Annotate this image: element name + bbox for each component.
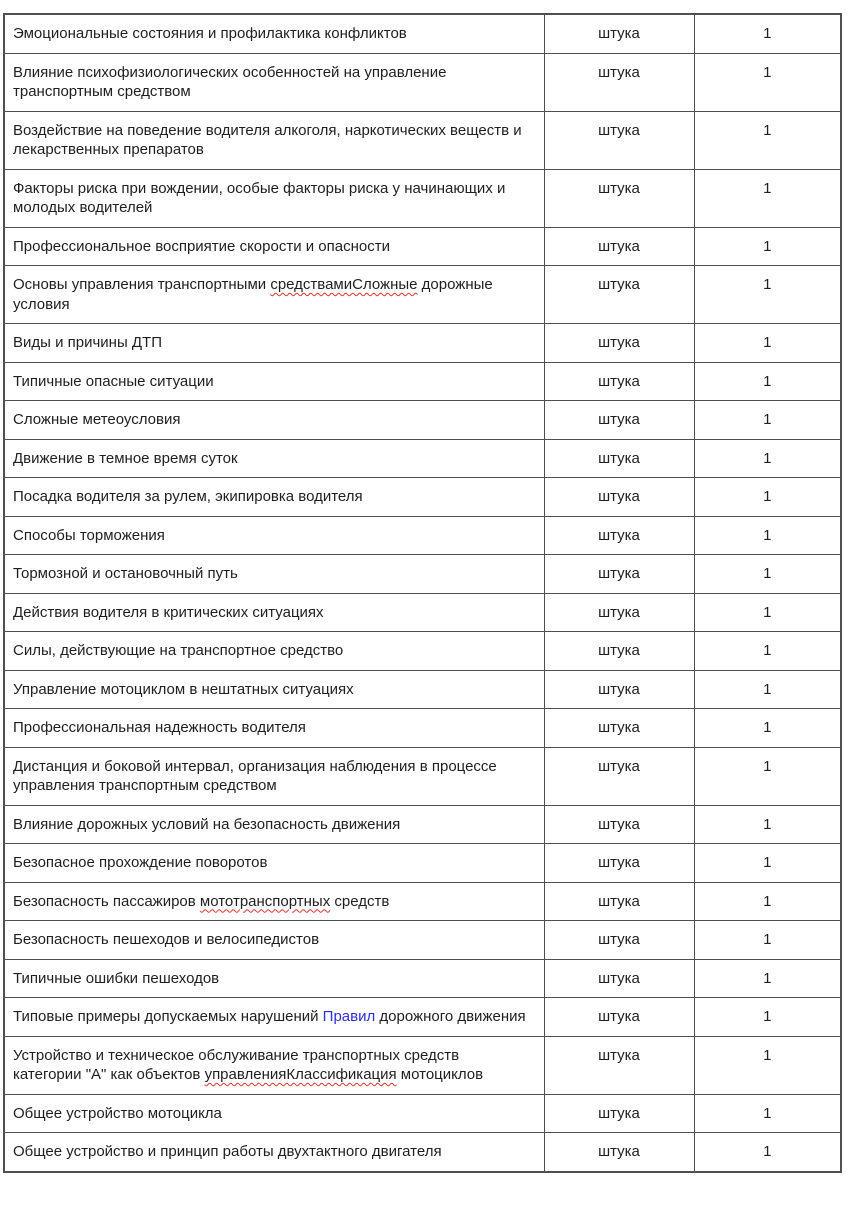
table-row (4, 439, 841, 478)
unit-cell: штука (544, 266, 694, 324)
topic-cell (4, 670, 544, 709)
table-row (4, 555, 841, 594)
table-row (4, 593, 841, 632)
unit-cell: штука (544, 998, 694, 1037)
topics-table (3, 13, 842, 1173)
topic-cell (4, 805, 544, 844)
topic-text: Воздействие на поведение водителя алкоголя, наркотических веществ и лекарственных препаратов (13, 121, 522, 158)
unit-cell: штука (544, 959, 694, 998)
quantity-cell: 1 (694, 227, 841, 266)
topic-text: Типовые примеры допускаемых нарушений (13, 1008, 323, 1025)
quantity-cell: 1 (694, 53, 841, 111)
topic-cell (4, 266, 544, 324)
unit-cell: штука (544, 227, 694, 266)
quantity-cell: 1 (694, 362, 841, 401)
topic-text: Влияние дорожных условий на безопасность движения (13, 815, 401, 833)
topic-cell (4, 709, 544, 748)
table-row (4, 882, 841, 921)
topic-cell (4, 1036, 544, 1094)
quantity-cell: 1 (694, 921, 841, 960)
unit-cell: штука (544, 401, 694, 440)
topic-text: Факторы риска при вождении, особые факторы риска у начинающих и молодых водителей (13, 179, 506, 216)
unit-cell: штука (544, 362, 694, 401)
quantity-cell: 1 (694, 1133, 841, 1172)
topic-cell (4, 959, 544, 998)
unit-cell: штука (544, 632, 694, 671)
unit-cell: штука (544, 844, 694, 883)
hyperlink-text[interactable]: Правил (322, 1008, 376, 1025)
table-row (4, 747, 841, 805)
table-row (4, 1133, 841, 1172)
topic-text: Общее устройство и принцип работы двухтактного двигателя (13, 1143, 442, 1160)
table-row (4, 227, 841, 266)
topic-text: Типичные ошибки пешеходов (13, 969, 220, 987)
topic-text: Безопасность пассажиров (13, 892, 200, 910)
topic-cell (4, 439, 544, 478)
topic-cell (4, 53, 544, 111)
unit-cell: штука (544, 169, 694, 227)
quantity-cell: 1 (694, 1094, 841, 1133)
table-row (4, 1094, 841, 1133)
table-row (4, 959, 841, 998)
table-row (4, 14, 841, 53)
table-row (4, 632, 841, 671)
quantity-cell: 1 (694, 1036, 841, 1094)
unit-cell: штука (544, 670, 694, 709)
unit-cell: штука (544, 439, 694, 478)
topic-text: дорожного движения (375, 1008, 526, 1025)
topic-cell (4, 555, 544, 594)
topic-cell (4, 747, 544, 805)
table-row (4, 709, 841, 748)
quantity-cell: 1 (694, 401, 841, 440)
unit-cell: штука (544, 324, 694, 363)
topic-text: Профессиональное восприятие скорости и опасности (13, 237, 390, 255)
topic-cell (4, 362, 544, 401)
topic-cell (4, 632, 544, 671)
topic-text: Устройство и техническое обслуживание транспортных средств категории "А" как объектов (13, 1046, 460, 1083)
topic-text: Основы управления транспортными (13, 276, 271, 293)
quantity-cell: 1 (694, 670, 841, 709)
unit-cell: штука (544, 805, 694, 844)
unit-cell: штука (544, 1094, 694, 1133)
table-row (4, 266, 841, 324)
table-row (4, 401, 841, 440)
quantity-cell: 1 (694, 959, 841, 998)
topic-text: средств (330, 892, 390, 910)
topic-cell (4, 1133, 544, 1172)
unit-cell: штука (544, 478, 694, 517)
misspelled-word: средствамиСложные (270, 276, 418, 293)
topic-text: мотоциклов (396, 1066, 484, 1083)
unit-cell: штука (544, 1036, 694, 1094)
table-row (4, 1036, 841, 1094)
quantity-cell: 1 (694, 844, 841, 883)
topic-text: Влияние психофизиологических особенностей на управление транспортным средством (13, 63, 447, 100)
topic-text: дорожные условия (13, 276, 493, 313)
quantity-cell: 1 (694, 439, 841, 478)
topic-text: Движение в темное время суток (13, 449, 238, 467)
table-row (4, 362, 841, 401)
unit-cell: штука (544, 555, 694, 594)
topic-text: Управление мотоциклом в нештатных ситуациях (13, 680, 354, 698)
topic-cell (4, 844, 544, 883)
topic-cell (4, 227, 544, 266)
topic-cell (4, 1094, 544, 1133)
topic-cell (4, 111, 544, 169)
topic-text: Эмоциональные состояния и профилактика конфликтов (13, 25, 407, 42)
table-row (4, 516, 841, 555)
topic-text: Тормозной и остановочный путь (13, 565, 238, 582)
topic-text: Безопасное прохождение поворотов (13, 854, 268, 871)
topic-cell (4, 593, 544, 632)
unit-cell: штука (544, 1133, 694, 1172)
topic-cell (4, 478, 544, 517)
topic-text: Профессиональная надежность водителя (13, 719, 306, 736)
quantity-cell: 1 (694, 632, 841, 671)
table-row (4, 53, 841, 111)
topic-text: Безопасность пешеходов и велосипедистов (13, 931, 320, 948)
misspelled-word: управленияКлассификация (204, 1066, 397, 1083)
table-row (4, 921, 841, 960)
quantity-cell: 1 (694, 324, 841, 363)
topic-text: Способы торможения (13, 526, 165, 544)
quantity-cell: 1 (694, 266, 841, 324)
quantity-cell: 1 (694, 805, 841, 844)
topic-text: Виды и причины ДТП (13, 334, 163, 351)
misspelled-word: мототранспортных (199, 892, 331, 910)
unit-cell: штука (544, 882, 694, 921)
quantity-cell: 1 (694, 169, 841, 227)
unit-cell: штука (544, 593, 694, 632)
quantity-cell: 1 (694, 478, 841, 517)
table-row (4, 324, 841, 363)
unit-cell: штука (544, 14, 694, 53)
topic-text: Посадка водителя за рулем, экипировка водителя (13, 488, 363, 505)
unit-cell: штука (544, 53, 694, 111)
topic-cell (4, 169, 544, 227)
topic-cell (4, 516, 544, 555)
topic-text: Типичные опасные ситуации (13, 372, 214, 390)
topic-text: Действия водителя в критических ситуациях (13, 603, 324, 621)
topic-text: Силы, действующие на транспортное средство (13, 642, 344, 659)
table-row (4, 805, 841, 844)
quantity-cell: 1 (694, 882, 841, 921)
unit-cell: штука (544, 111, 694, 169)
quantity-cell: 1 (694, 747, 841, 805)
topic-cell (4, 324, 544, 363)
table-row (4, 998, 841, 1037)
topic-cell (4, 14, 544, 53)
quantity-cell: 1 (694, 516, 841, 555)
table-row (4, 169, 841, 227)
topic-text: Сложные метеоусловия (13, 411, 181, 428)
table-row (4, 478, 841, 517)
topic-text: Дистанция и боковой интервал, организация наблюдения в процессе управления транспортным средством (13, 757, 497, 794)
table-row (4, 111, 841, 169)
topic-cell (4, 998, 544, 1037)
quantity-cell: 1 (694, 709, 841, 748)
table-row (4, 670, 841, 709)
quantity-cell: 1 (694, 555, 841, 594)
table-row (4, 844, 841, 883)
unit-cell: штука (544, 516, 694, 555)
unit-cell: штука (544, 747, 694, 805)
quantity-cell: 1 (694, 111, 841, 169)
quantity-cell: 1 (694, 14, 841, 53)
topic-cell (4, 401, 544, 440)
quantity-cell: 1 (694, 998, 841, 1037)
topic-text: Общее устройство мотоцикла (13, 1104, 222, 1122)
topics-table-body (4, 14, 841, 1172)
unit-cell: штука (544, 921, 694, 960)
quantity-cell: 1 (694, 593, 841, 632)
topic-cell (4, 882, 544, 921)
unit-cell: штука (544, 709, 694, 748)
topic-cell (4, 921, 544, 960)
